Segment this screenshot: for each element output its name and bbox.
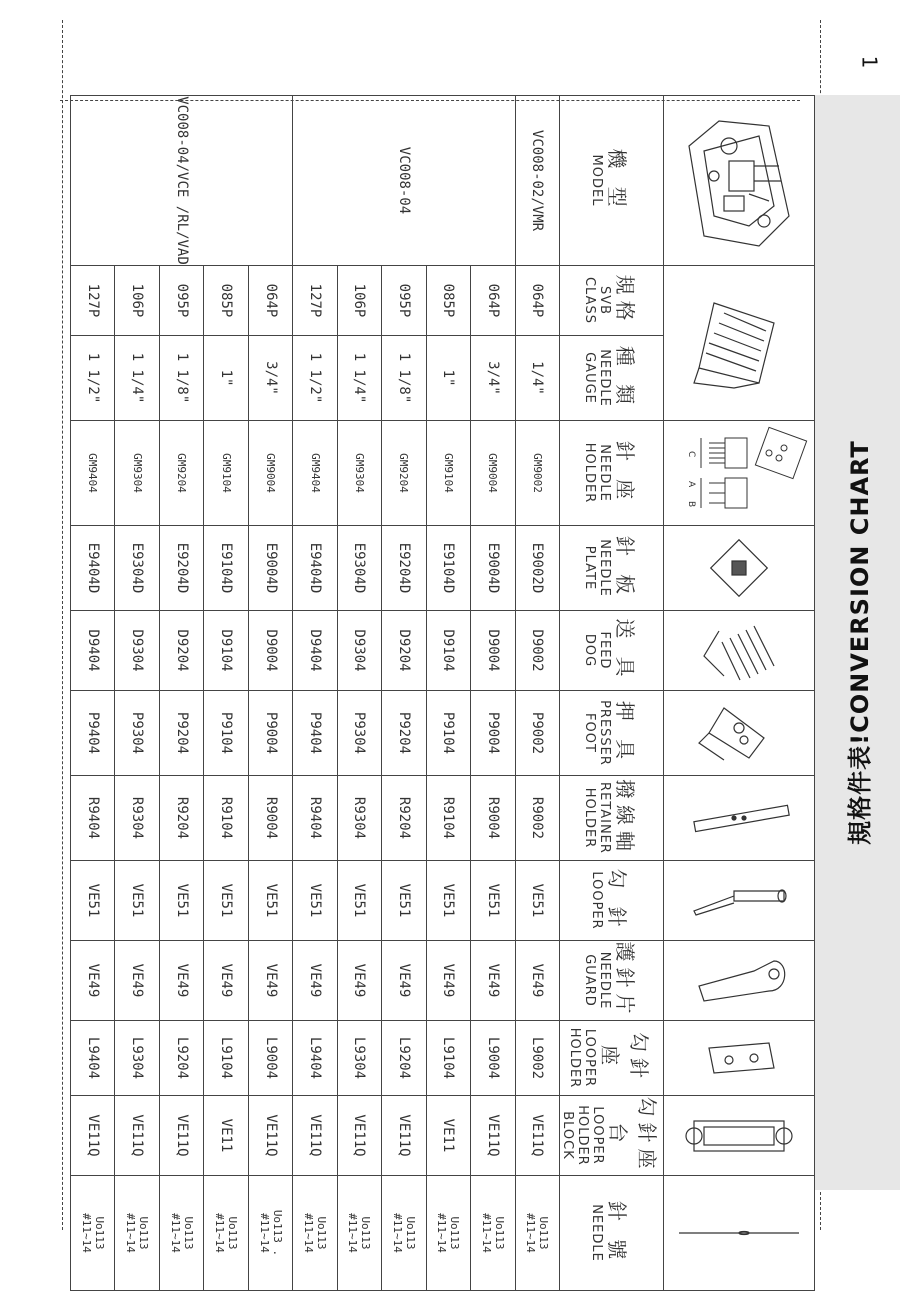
cell-svb: 127P [71,266,115,336]
cell-looper-holder: L9002 [515,1021,559,1096]
header-en-label: MODEL [589,154,605,207]
looper-icon [664,861,815,941]
cell-presser: P9004 [471,691,515,776]
cell-guard: VE49 [248,941,292,1021]
cell-gauge: 3/4" [248,336,292,421]
cell-guard: VE49 [204,941,248,1021]
cell-plate: E9404D [293,526,337,611]
header-zh-label: 送 具 [613,618,637,683]
cell-looper: VE51 [71,861,115,941]
cell-looper: VE51 [204,861,248,941]
needle-icon [664,1176,815,1291]
cell-block: VE11 [204,1096,248,1176]
header-en-label: NEEDLE [597,444,612,502]
header-en-label: SVB [597,285,612,316]
cell-gauge: 1 1/2" [71,336,115,421]
cell-presser: P9304 [337,691,381,776]
header-en-label: GAUGE [582,352,597,404]
header-needle [560,1176,664,1291]
cell-svb: 085P [426,266,470,336]
conversion-chart [70,95,815,1266]
cell-block: VE11Q [337,1096,381,1176]
cell-needle: Uo113 #11~14 [71,1176,115,1291]
header-retainer-holder [560,776,664,861]
cell-feed: D9404 [293,611,337,691]
cell-feed: D9004 [248,611,292,691]
retainer-holder-icon [664,776,815,861]
header-zh-label: 種 類 [613,345,637,411]
header-needle-holder [560,421,664,526]
cell-needle: Uo113 #11~14 [382,1176,426,1291]
conversion-table [70,95,815,1291]
table-row [426,96,470,1291]
cell-svb: 085P [204,266,248,336]
needle-guard-icon [664,941,815,1021]
header-zh-label: 機 型 [605,148,630,213]
cell-gauge: 1 1/4" [115,336,159,421]
cell-holder: GM9104 [426,421,470,526]
cell-retainer: R9004 [248,776,292,861]
cell-guard: VE49 [71,941,115,1021]
cell-holder: GM9404 [71,421,115,526]
table-row [248,96,292,1291]
header-en-label: FEED [597,631,612,670]
cell-gauge: 1 1/8" [159,336,203,421]
holder-label-a: A [686,481,696,488]
cell-holder: GM9304 [337,421,381,526]
header-en-label: HOLDER [575,1105,590,1166]
header-looper-holder [560,1021,664,1096]
header-en-label: FOOT [582,713,597,753]
cell-feed: D9204 [159,611,203,691]
cell-svb: 106P [337,266,381,336]
header-en-label: GUARD [582,954,597,1007]
header-zh-label: 撥線軸 [613,779,637,857]
cell-guard: VE49 [159,941,203,1021]
looper-holder-block-icon [664,1096,815,1176]
header-zh-label: 勾針座台 [606,1096,659,1175]
cell-block: VE11Q [293,1096,337,1176]
cell-holder: GM9002 [515,421,559,526]
header-presser-foot [560,691,664,776]
header-en-label: NEEDLE [597,951,612,1010]
cell-looper-holder: L9404 [293,1021,337,1096]
cell-needle: Uo113 #11~14 [426,1176,470,1291]
cell-block: VE11Q [248,1096,292,1176]
cell-gauge: 1 1/4" [337,336,381,421]
header-en-label: DOG [582,633,597,668]
model-cell: VC008-04/VCE /RL/VAD [71,96,293,266]
header-svb-class [560,266,664,336]
cell-presser: P9104 [204,691,248,776]
cell-retainer: R9002 [515,776,559,861]
header-needle-plate [560,526,664,611]
cell-guard: VE49 [515,941,559,1021]
cell-feed: D9304 [115,611,159,691]
header-needle-gauge [560,336,664,421]
header-en-label: HOLDER [582,787,597,849]
header-en-label: NEEDLE [597,349,612,407]
cell-retainer: R9204 [159,776,203,861]
cell-looper: VE51 [515,861,559,941]
machine-icon [664,96,815,266]
presser-foot-icon [664,691,815,776]
cell-looper: VE51 [159,861,203,941]
cell-plate: E9404D [71,526,115,611]
header-zh-label: 護針片 [613,941,637,1020]
cell-retainer: R9304 [337,776,381,861]
cell-looper-holder: L9004 [248,1021,292,1096]
cell-holder: GM9004 [471,421,515,526]
table-row [337,96,381,1291]
holder-label-b: B [686,501,696,508]
header-feed-dog [560,611,664,691]
header-zh-label: 針 號 [605,1200,630,1266]
cell-gauge: 1/4" [515,336,559,421]
header-en-label: HOLDER [567,1027,583,1089]
header-zh-label: 針 板 [613,535,637,601]
cell-svb: 064P [248,266,292,336]
looper-holder-icon [664,1021,815,1096]
cell-svb: 095P [382,266,426,336]
cell-looper-holder: L9204 [382,1021,426,1096]
header-en-label: PLATE [582,545,597,591]
cell-looper: VE51 [471,861,515,941]
header-en-label: LOOPER [589,871,605,930]
cell-holder: GM9004 [248,421,292,526]
cell-needle: Uo113 #11~14 [293,1176,337,1291]
cell-block: VE11Q [159,1096,203,1176]
page-number: 1 [857,55,882,69]
cell-holder: GM9404 [293,421,337,526]
header-row [560,96,664,1291]
cell-needle: Uo113 . #11~14 [248,1176,292,1291]
cell-needle: Uo113 #11~14 [115,1176,159,1291]
cell-plate: E9002D [515,526,559,611]
feed-dog-icon [664,611,815,691]
needle-plate-icon [664,526,815,611]
cell-svb: 106P [115,266,159,336]
cell-block: VE11Q [471,1096,515,1176]
header-zh-label: 押 具 [613,700,637,766]
header-zh-label: 針 座 [613,440,637,506]
cell-plate: E9304D [115,526,159,611]
title-band [815,95,900,1190]
cell-plate: E9104D [204,526,248,611]
table-row [204,96,248,1291]
chart-title: 規格件表!CONVERSION CHART [846,440,874,845]
cell-svb: 064P [471,266,515,336]
header-looper [560,861,664,941]
cell-feed: D9404 [71,611,115,691]
table-row [293,96,337,1291]
cell-plate: E9204D [382,526,426,611]
header-en-label: RETAINER [597,782,612,854]
cell-looper: VE51 [426,861,470,941]
model-cell: VC008-02/VMR [515,96,559,266]
cell-gauge: 3/4" [471,336,515,421]
header-en-label: PRESSER [597,700,612,766]
cut-line-left [62,20,63,1230]
cell-block: VE11 [426,1096,470,1176]
cell-plate: E9004D [471,526,515,611]
header-en-label: HOLDER [582,442,597,504]
cell-holder: GM9104 [204,421,248,526]
holder-label-c: C [686,451,696,458]
table-row [159,96,203,1291]
cell-presser: P9304 [115,691,159,776]
needle-holder-icon [664,421,815,526]
cell-presser: P9002 [515,691,559,776]
cell-presser: P9004 [248,691,292,776]
cell-retainer: R9104 [426,776,470,861]
cell-feed: D9004 [471,611,515,691]
cell-retainer: R9104 [204,776,248,861]
cell-looper: VE51 [115,861,159,941]
table-row [71,96,115,1291]
part-images-row [664,96,815,1291]
header-en-label: LOOPER [582,1028,598,1088]
cell-gauge: 1" [426,336,470,421]
cell-holder: GM9304 [115,421,159,526]
cell-retainer: R9004 [471,776,515,861]
header-zh-label: 勾針座 [598,1032,652,1084]
cell-gauge: 1 1/8" [382,336,426,421]
cell-needle: Uo113 #11~14 [515,1176,559,1291]
cell-svb: 095P [159,266,203,336]
cell-looper: VE51 [337,861,381,941]
cell-block: VE11Q [71,1096,115,1176]
cell-retainer: R9304 [115,776,159,861]
cell-guard: VE49 [426,941,470,1021]
cell-feed: D9304 [337,611,381,691]
cell-presser: P9104 [426,691,470,776]
header-en-label: NEEDLE [589,1204,605,1262]
cell-guard: VE49 [471,941,515,1021]
cell-gauge: 1 1/2" [293,336,337,421]
cell-gauge: 1" [204,336,248,421]
cell-block: VE11Q [382,1096,426,1176]
cell-guard: VE49 [382,941,426,1021]
cell-feed: D9204 [382,611,426,691]
cell-plate: E9104D [426,526,470,611]
header-en-label: CLASS [582,276,597,324]
cell-needle: Uo113 #11~14 [471,1176,515,1291]
table-row [115,96,159,1291]
table-row [515,96,559,1291]
cell-guard: VE49 [293,941,337,1021]
header-zh-label: 規格 [613,274,637,327]
table-row [471,96,515,1291]
cell-looper: VE51 [382,861,426,941]
cell-block: VE11Q [515,1096,559,1176]
cell-looper-holder: L9204 [159,1021,203,1096]
model-cell: VC008-04 [293,96,515,266]
cell-looper-holder: L9004 [471,1021,515,1096]
cell-plate: E9004D [248,526,292,611]
cell-looper-holder: L9104 [204,1021,248,1096]
cell-presser: P9204 [159,691,203,776]
cell-presser: P9404 [71,691,115,776]
gauge-part-icon [664,266,815,421]
cell-looper-holder: L9304 [115,1021,159,1096]
cell-looper-holder: L9304 [337,1021,381,1096]
cell-svb: 064P [515,266,559,336]
cell-retainer: R9204 [382,776,426,861]
cell-retainer: R9404 [71,776,115,861]
cell-guard: VE49 [115,941,159,1021]
cell-presser: P9404 [293,691,337,776]
cell-guard: VE49 [337,941,381,1021]
cell-svb: 127P [293,266,337,336]
cell-needle: Uo113 #11~14 [337,1176,381,1291]
cell-feed: D9104 [426,611,470,691]
cell-looper: VE51 [248,861,292,941]
cell-retainer: R9404 [293,776,337,861]
table-row [382,96,426,1291]
cell-plate: E9204D [159,526,203,611]
cell-needle: Uo113 #11~14 [204,1176,248,1291]
cell-block: VE11Q [115,1096,159,1176]
cell-presser: P9204 [382,691,426,776]
header-en-label: NEEDLE [597,539,612,597]
cell-holder: GM9204 [159,421,203,526]
header-en-label: BLOCK [560,1111,575,1160]
header-zh-label: 勾 針 [605,868,630,933]
cell-plate: E9304D [337,526,381,611]
header-en-label: LOOPER [590,1106,605,1165]
header-looper-holder-block [560,1096,664,1176]
header-needle-guard [560,941,664,1021]
header-model [560,96,664,266]
cell-feed: D9104 [204,611,248,691]
cell-needle: Uo113 #11~14 [159,1176,203,1291]
cell-looper-holder: L9404 [71,1021,115,1096]
cell-feed: D9002 [515,611,559,691]
cell-looper: VE51 [293,861,337,941]
cell-holder: GM9204 [382,421,426,526]
cell-looper-holder: L9104 [426,1021,470,1096]
